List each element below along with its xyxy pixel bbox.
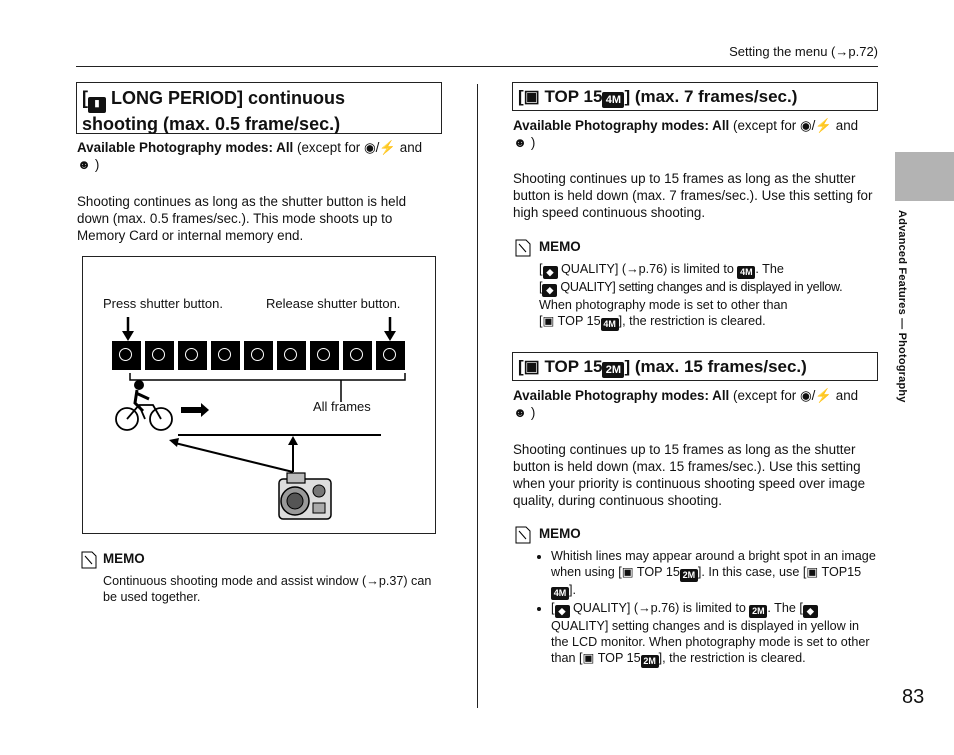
b2-d: QUALITY] setting changes and is displayed in yellow in the LCD monitor. When photography mode is set to other than [ [551,619,870,665]
sec1-memo-l4a: TOP 15 [554,314,601,328]
sec2-avail-rest: (except for [729,388,800,403]
top15-4m-title: [▣ TOP 15 4M ] (max. 7 frames/sec.) [512,82,878,111]
left-memo-text: Continuous shooting mode and assist window (→p.37) can be used together. [103,574,432,604]
sec1-avail-label: Available Photography modes: All [513,118,730,133]
top15-2m-title: [▣ TOP 15 2M ] (max. 15 frames/sec.) [512,352,878,381]
sec1-memo-l1b: . The [755,262,784,276]
sec1-avail-rest: (except for [729,118,800,133]
sec1-avail-close: ) [530,135,536,150]
left-body-text: Shooting continues as long as the shutter button is held down (max. 0.5 frames/sec.). This mode shoots up to Memory Card or internal memory end. [77,194,407,243]
b1-b: TOP 15 [633,565,680,579]
left-title-line2: shooting (max. 0.5 frame/sec.) [82,114,341,134]
sec1-memo-l2: QUALITY] setting changes and is displayed in yellow. [557,280,843,294]
frame-4 [211,341,240,370]
frame-5 [244,341,273,370]
4m-badge: 4M [601,318,619,331]
b1-d: TOP15 [818,565,862,579]
sec1-memo-l3: When photography mode is set to other than [539,298,788,312]
movie-scene-icon: ◉/⚡ [799,118,833,133]
frame-6 [277,341,306,370]
sec2-title-post: ] (max. 15 frames/sec.) [624,357,807,376]
left-avail-modes [77,139,442,173]
sec1-memo-l1a: QUALITY] (→p.76) is limited to [557,262,738,276]
top15-mode-icon: ▣ [582,651,595,665]
2m-badge: 2M [749,605,767,618]
2m-badge: 2M [641,655,659,668]
release-shutter-label: Release shutter button. [266,296,401,311]
night-scene-icon: ☻ [513,405,528,420]
avail-close: ) [94,157,100,172]
sec2-memo-bullet-2 [551,600,877,668]
sec2-memo-bullet-1 [551,548,877,600]
sec1-body-text: Shooting continues up to 15 frames as long as the shutter button is held down (max. 7 frames/sec.). Use this setting for high speed continuous shooting. [513,171,873,220]
4m-badge: 4M [551,587,569,600]
left-memo-icon [80,550,98,575]
b2-e: TOP 15 [594,651,641,665]
sec1-title-pre: TOP 15 [544,87,603,106]
4m-badge: 4M [737,266,755,279]
top15-mode-icon: ▣ [621,565,634,579]
column-divider [477,84,478,708]
left-title-line1: LONG PERIOD] continuous [111,88,346,108]
b2-b: QUALITY] (→p.76) is limited to [569,601,750,615]
4m-badge: 4M [602,92,624,108]
sec2-avail-modes [513,387,878,421]
b1-e: ]. [569,583,576,597]
frame-9 [376,341,405,370]
sec1-memo-label: MEMO [539,239,581,254]
left-section-title: [ ▮ LONG PERIOD] continuous shooting (max. 0.5 frame/sec.) [76,82,442,134]
sec1-memo-icon [514,238,532,263]
quality-icon: ◆ [543,266,558,279]
sec2-avail-label: Available Photography modes: All [513,388,730,403]
sec2-avail-and: and [832,388,859,403]
frame-strip [112,341,408,370]
top15-mode-icon: ▣ [542,314,555,328]
running-header: Setting the menu (→p.72) [729,44,878,59]
frame-2 [145,341,174,370]
sec2-title-pre: TOP 15 [544,357,603,376]
sec2-body-text: Shooting continues up to 15 frames as long as the shutter button is held down (max. 15 frames/sec.). Use this setting when your priority is continuous shooting speed over image quality, during continuous shooting. [513,442,866,508]
continuous-shooting-figure [82,256,436,534]
left-memo-label: MEMO [103,551,145,566]
frame-3 [178,341,207,370]
b1-c: ]. In this case, use [ [697,565,807,579]
sec1-avail-and: and [832,118,859,133]
top15-mode-icon: ▣ [523,87,540,106]
header-rule [76,66,878,67]
quality-icon: ◆ [555,605,570,618]
b2-c: . The [ [767,601,803,615]
sec2-memo-list [537,548,877,668]
top15-mode-icon: ▣ [523,357,540,376]
sec2-memo-label: MEMO [539,526,581,541]
2m-badge: 2M [602,362,624,378]
movie-scene-icon: ◉/⚡ [363,140,397,155]
2m-badge: 2M [680,569,698,582]
night-scene-icon: ☻ [513,135,528,150]
all-frames-label: All frames [313,399,371,414]
chapter-label-text: Advanced Features — Photography [896,210,908,403]
top15-mode-icon: ▣ [806,565,819,579]
sec1-avail-modes [513,117,878,151]
avail-label: Available Photography modes: All [77,140,294,155]
press-shutter-label: Press shutter button. [103,296,223,311]
b2-f: ], the restriction is cleared. [658,651,806,665]
avail-rest: (except for [293,140,364,155]
frame-1 [112,341,141,370]
movie-scene-icon: ◉/⚡ [799,388,833,403]
frame-8 [343,341,372,370]
page-number: 83 [902,686,925,708]
night-scene-icon: ☻ [77,157,92,172]
sec1-title-post: ] (max. 7 frames/sec.) [624,87,798,106]
b2-a: [ [551,601,555,615]
sec1-memo-text: [ ◆ QUALITY] (→p.76) is limited to 4M . The [ ◆ QUALITY] setting changes and is displayed in yellow. When photography mode is set to other than [▣ TOP 15 4M ], the restriction is cleared. [539,261,879,331]
avail-and: and [396,140,423,155]
camera-icon [273,471,337,523]
frame-7 [310,341,339,370]
b1-a: Whitish lines may appear around a bright spot in an image when using [ [551,549,876,579]
chapter-tab-label [886,210,916,410]
sec1-memo-l4b: ], the restriction is cleared. [618,314,766,328]
quality-icon: ◆ [803,605,818,618]
chapter-tab [895,152,954,201]
quality-icon: ◆ [542,284,557,297]
sec2-memo-icon [514,525,532,550]
continuous-icon: ▮ [88,97,106,113]
cyclist-icon [113,379,175,435]
sec2-avail-close: ) [530,405,536,420]
